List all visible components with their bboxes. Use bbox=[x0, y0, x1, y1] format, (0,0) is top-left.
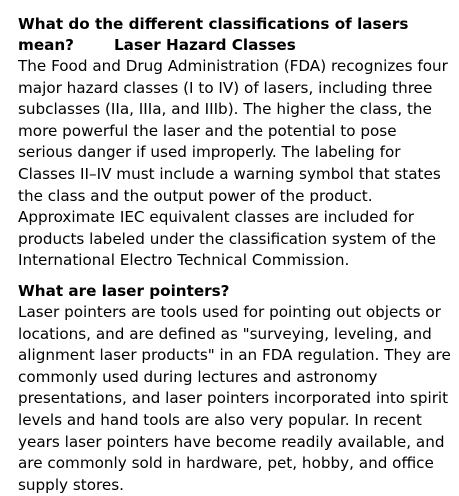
section-laser-classifications bbox=[18, 14, 454, 272]
section-heading-classifications bbox=[18, 14, 454, 56]
paragraph-hazard-classes: The Food and Drug Administration (FDA) recognizes four major hazard classes (I to IV) of lasers, including three subclasses (IIa, IIIa, and IIIb). The higher the class, the more powerful the laser and the potential to pose serious danger if used improperly. The labeling for Classes II–IV must include a warning symbol that states the class and the output power of the product. Approximate IEC equivalent classes are included for products labeled under the classification system of the International Electro Technical Commission. bbox=[18, 57, 448, 270]
heading-line-2-question: mean? bbox=[18, 36, 74, 54]
document-page bbox=[18, 14, 454, 496]
section-heading-laser-pointers: What are laser pointers? bbox=[18, 281, 230, 300]
heading-line-1: What do the different classifications of lasers bbox=[18, 15, 409, 33]
paragraph-laser-pointers: Laser pointers are tools used for pointing out objects or locations, and are defined as "surveying, leveling, and alignment laser products" in an FDA regulation. They are commonly used during lectures and astronomy presentations, and laser pointers incorporated into spirit levels and hand tools are also very popular. In recent years laser pointers have become readily available, and are commonly sold in hardware, pet, hobby, and office supply stores. bbox=[18, 302, 451, 494]
heading-laser-hazard-classes: Laser Hazard Classes bbox=[114, 36, 296, 54]
section-laser-pointers bbox=[18, 281, 454, 496]
